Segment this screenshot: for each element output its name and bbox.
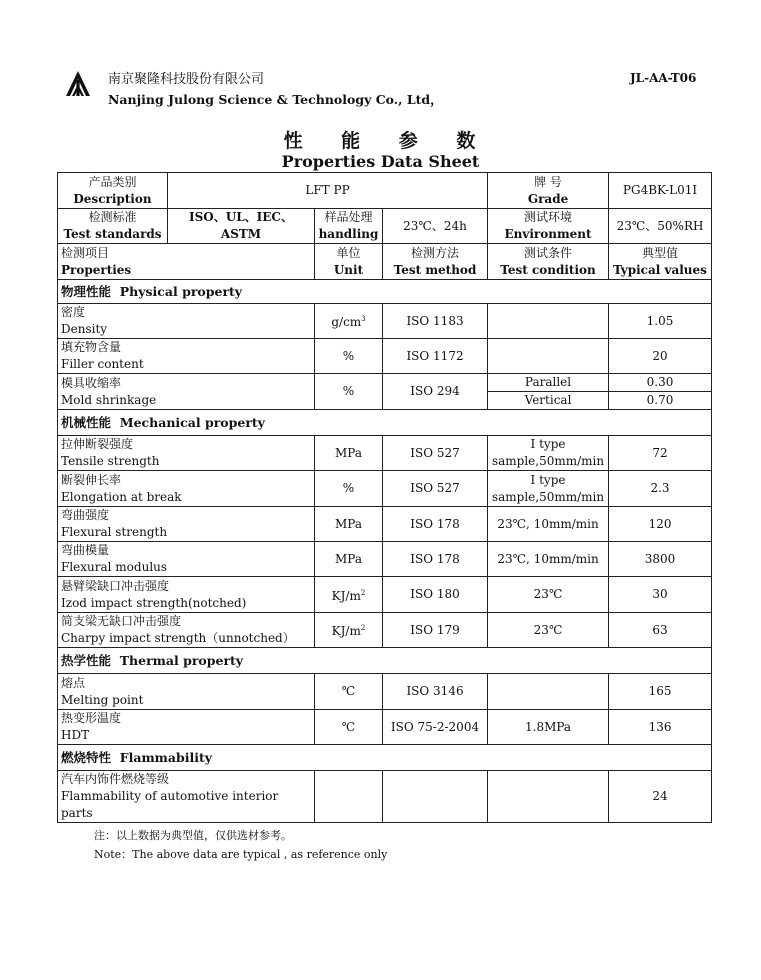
julong-logo-icon: [64, 70, 92, 98]
company-name-cn: 南京聚隆科技股份有限公司: [108, 72, 265, 87]
table-row: 简支梁无缺口冲击强度 Charpy impact strength（unnotched） $KJ/m^2$ ISO 179 23℃ 63: [58, 613, 712, 648]
description-row: [58, 173, 712, 209]
section-physical: 物理性能 Physical property: [58, 280, 712, 304]
table-row: 模具收缩率 Mold shrinkage % ISO 294 Parallel 0.30: [58, 374, 712, 392]
table-row: 拉伸断裂强度 Tensile strength MPa ISO 527 I type sample,50mm/min 72: [58, 436, 712, 471]
section-thermal: 热学性能 Thermal property: [58, 648, 712, 674]
environment-label: 测试环境 Environment: [488, 209, 609, 244]
col-header-typical: 典型值 Typical values: [609, 244, 712, 280]
grade-label: 牌 号 Grade: [488, 173, 609, 209]
grade-value: PG4BK-L01I: [609, 173, 712, 209]
col-header-condition: 测试条件 Test condition: [488, 244, 609, 280]
table-row: 悬臂梁缺口冲击强度 Izod impact strength(notched) $KJ/m^2$ ISO 180 23℃ 30: [58, 577, 712, 613]
page-title-cn: 性 能 参 数: [283, 130, 492, 152]
col-header-unit: 单位 Unit: [315, 244, 383, 280]
table-row: 熔点 Melting point ℃ ISO 3146 165: [58, 674, 712, 710]
table-row: 密度 Density $g/cm^3$ ISO 1183 1.05: [58, 304, 712, 339]
document-code: JL-AA-T06: [630, 71, 697, 85]
test-standards-value: ISO、UL、IEC、ASTM: [168, 209, 315, 244]
test-standards-label: 检测标准 Test standards: [58, 209, 168, 244]
description-value: LFT PP: [168, 173, 488, 209]
section-mechanical: 机械性能 Mechanical property: [58, 410, 712, 436]
properties-table: [57, 172, 712, 823]
section-flammability: 燃烧特性 Flammability: [58, 745, 712, 771]
table-row: 断裂伸长率 Elongation at break % ISO 527 I type sample,50mm/min 2.3: [58, 471, 712, 507]
col-header-properties: 检测项目 Properties: [58, 244, 315, 280]
table-row: 热变形温度 HDT ℃ ISO 75-2-2004 1.8MPa 136: [58, 710, 712, 745]
table-row: 弯曲模量 Flexural modulus MPa ISO 178 23℃, 10mm/min 3800: [58, 542, 712, 577]
col-header-method: 检测方法 Test method: [383, 244, 488, 280]
description-label: 产品类别 Description: [58, 173, 168, 209]
column-header-row: [58, 244, 712, 280]
note-cn: 注：以上数据为典型值，仅供选材参考。: [94, 829, 292, 842]
standards-row: [58, 209, 712, 244]
handling-label: 样品处理 handling: [315, 209, 383, 244]
handling-value: 23℃、24h: [383, 209, 488, 244]
table-row: 填充物含量 Filler content % ISO 1172 20: [58, 339, 712, 374]
note-en: Note：The above data are typical , as reference only: [94, 848, 388, 861]
table-row: 汽车内饰件燃烧等级 Flammability of automotive interior parts 24: [58, 771, 712, 823]
page-title-en: Properties Data Sheet: [281, 152, 480, 171]
table-row: 弯曲强度 Flexural strength MPa ISO 178 23℃, 10mm/min 120: [58, 507, 712, 542]
table-row: Vertical 0.70: [58, 392, 712, 410]
company-name-en: Nanjing Julong Science & Technology Co., Ltd，: [108, 92, 443, 107]
environment-value: 23℃、50%RH: [609, 209, 712, 244]
